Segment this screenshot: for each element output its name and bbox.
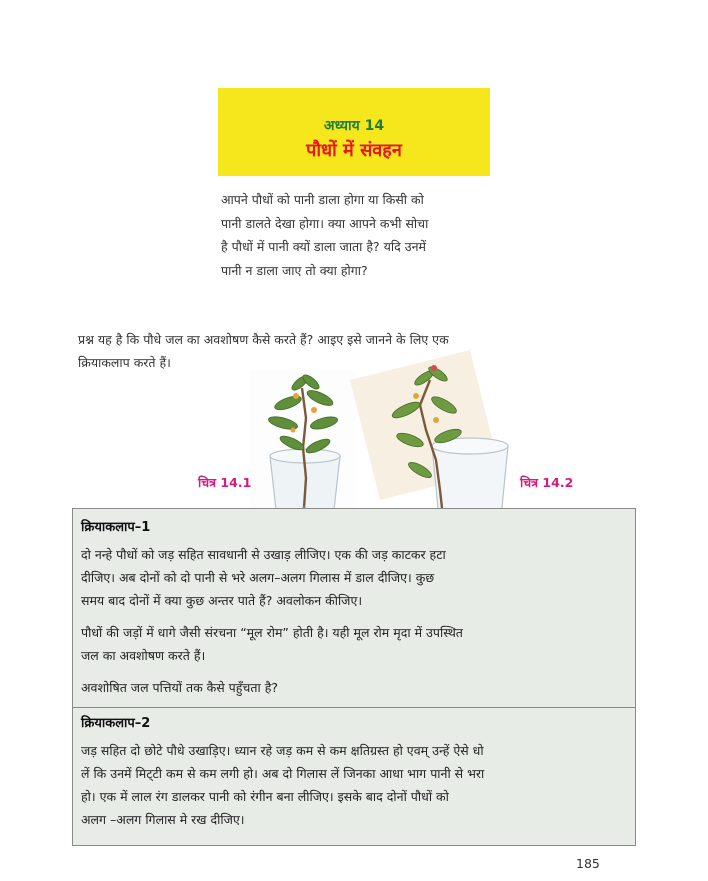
section-divider — [73, 707, 635, 708]
chapter-header-box — [218, 88, 490, 176]
activity2-line: हो। एक में लाल रंग डालकर पानी को रंगीन बना लीजिए। इसके बाद दोनों पौधों को — [81, 789, 449, 804]
activity2-paragraph — [81, 739, 629, 831]
figure-label-14-1: चित्र 14.1 — [198, 475, 252, 490]
chapter-number: अध्याय 14 — [323, 118, 385, 134]
activity1-line: समय बाद दोनों में क्या कुछ अन्तर पाते हैं? अवलोकन कीजिए। — [81, 593, 363, 608]
chapter-title: पौधों में संवहन — [306, 140, 402, 161]
root-hair-line: पौधों की जड़ों में धागे जैसी संरचना “मूल रोम” होती है। यही मूल रोम मृदा में उपस्थित — [81, 625, 463, 640]
activity-panel — [72, 508, 636, 846]
root-hair-line: जल का अवशोषण करते हैं। — [81, 648, 206, 663]
absorption-question: अवशोषित जल पत्तियों तक कैसे पहुँचता है? — [81, 680, 278, 695]
activity2-line: जड़ सहित दो छोटे पौधे उखाड़िए। ध्यान रहे जड़ कम से कम क्षतिग्रस्त हो एवम् उन्हें ऐसे धो — [81, 743, 484, 758]
question-line: क्रियाकलाप करते हैं। — [78, 355, 171, 370]
activity1-paragraph — [81, 543, 629, 612]
intro-line: पानी डालते देखा होगा। क्या आपने कभी सोचा — [221, 215, 429, 231]
question-line: प्रश्न यह है कि पौधे जल का अवशोषण कैसे करते हैं? आइए इसे जानने के लिए एक — [78, 332, 449, 347]
activity1-line: दीजिए। अब दोनों को दो पानी से भरे अलग–अलग गिलास में डाल दीजिए। कुछ — [81, 570, 435, 585]
intro-line: है पौधों में पानी क्यों डाला जाता है? यदि उनमें — [221, 239, 426, 254]
activity2-line: अलग –अलग गिलास मे रख दीजिए। — [81, 812, 245, 827]
page-number: 185 — [576, 856, 600, 871]
intro-line: आपने पौधों को पानी डाला होगा या किसी को — [221, 192, 424, 207]
intro-paragraph — [221, 188, 511, 282]
activity1-heading: क्रियाकलाप–1 — [81, 520, 151, 535]
intro-line: पानी न डाला जाए तो क्या होगा? — [221, 262, 368, 278]
activity2-heading: क्रियाकलाप–2 — [81, 716, 151, 731]
activity2-line: लें कि उनमें मिट्‌टी कम से कम लगी हो। अब दो गिलास लें जिनका आधा भाग पानी से भरा — [81, 766, 485, 781]
activity1-line: दो नन्हे पौधों को जड़ सहित सावधानी से उखाड़ लीजिए। एक की जड़ काटकर हटा — [81, 547, 446, 562]
figure-label-14-2: चित्र 14.2 — [520, 475, 574, 490]
root-hair-paragraph — [81, 621, 629, 667]
